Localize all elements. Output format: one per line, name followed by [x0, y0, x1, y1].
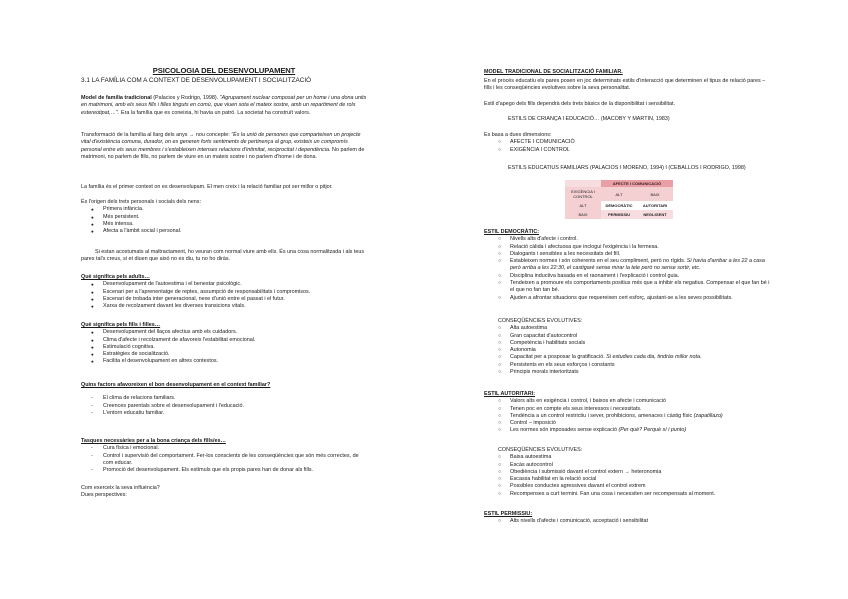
consequences-heading: CONSEQÜÈNCIES EVOLUTIVES:	[498, 318, 583, 324]
list-item: ● Estimulació cognitiva.	[81, 344, 367, 351]
list-item: ○ Tendència a un control restrictiu i sever, prohibicions, amenaces i càstig físic (zapatillazo)	[484, 413, 774, 420]
list-item: ○ Capacitat per a posposar la gratificació. Si estudies cada dia, tindràs millor nota.	[484, 354, 774, 361]
list-item: ○ Escàs autocontrol	[484, 462, 774, 469]
democratic-list	[484, 236, 774, 302]
list-item: ○ Disciplina inductiva basada en el raonament i l'explicació i control guia.	[484, 273, 774, 280]
model-quote: "Agrupament nuclear composat per un home i una dona units en matrimoni, amb els seus fills i filles tinguts en comú, que viuen sota el mateix sostre, amb un repartiment de rols estereotipat,…".	[81, 95, 367, 116]
model-heading: MODEL TRADICIONAL DE SOCIALITZACIÓ FAMILIAR.	[484, 69, 623, 75]
list-item: ● Afecta a l'àmbit social i personal.	[81, 228, 367, 235]
table-row-high: ALT	[565, 201, 601, 210]
children-list	[81, 329, 367, 365]
factors-heading: Quins factors afavoreixen el bon desenvolupament en el context familiar?	[81, 382, 271, 388]
tasks-heading: Tasques necessàries per a la bona criança dels fills/es…	[81, 438, 226, 444]
list-item: ○ Valors alts en exigència i control, i baixos en afecte i comunicació	[484, 398, 774, 405]
list-item: ○ Recompenses a curt termini. Fan una cosa i necessiten ser recompensats al moment.	[484, 491, 774, 498]
list-item: ○ Gran capacitat d'autocontrol	[484, 333, 774, 340]
list-item: ○ Obediència i submissió davant el control extern → heteronomia	[484, 469, 774, 476]
adults-list	[81, 281, 367, 310]
children-heading: Què significa pels fills i filles…	[81, 322, 161, 328]
list-item: ○ Possibles conductes agressives davant el control extrem	[484, 483, 774, 490]
list-item: ○ Baixa autoestima	[484, 454, 774, 461]
authoritarian-list	[484, 398, 774, 434]
transform-quote: "És la unió de persones que comparteixen un projecte vital d'existència comuna, durador, on es generen forts sentiments de pertinença al grup, existeix un compromís personal entre els seus membres i s'estableixen intenses relacions d'intimitat, reciprocitat i dependència.	[81, 132, 361, 153]
perspectives-line: Dues perspectives:	[81, 492, 127, 499]
parenting-styles-table	[565, 180, 673, 219]
list-item: ○ Principis morals interioritzats	[484, 369, 774, 376]
adults-heading: Què significa pels adults…	[81, 274, 150, 280]
table-row-label: EXIGÈNCIA I CONTROL	[565, 187, 601, 201]
transform-paragraph	[81, 132, 367, 161]
style-line: Estil d'apego dels fills dependrà dels trets bàsics de la disponibilitat i sensibilitat.	[484, 101, 676, 107]
list-item: ○ Nivells alts d'afecte i control.	[484, 236, 774, 243]
table-cell-permissive: PERMISSIU	[601, 210, 637, 219]
list-item: ○ Les normes són imposades sense explicació (Per què? Perquè sí i punto)	[484, 427, 774, 434]
list-item: - Control i supervisió del comportament. Fer-los conscients de les conseqüències que són més correctes, de com educar.	[81, 453, 367, 468]
table-row-low: BAIX	[565, 210, 601, 219]
list-item: - Cura física i emocional.	[81, 445, 367, 452]
context-line: La família és el primer context on es desenvolupam. El men creix i la relació familiar pot ser millor o pitjor.	[81, 184, 333, 190]
table-col-low: BAIX	[637, 187, 673, 201]
children-block	[81, 322, 367, 366]
authoritarian-block	[484, 391, 774, 435]
list-item: ○ Autonomia	[484, 347, 774, 354]
section-subtitle: 3.1 LA FAMÍLIA COM A CONTEXT DE DESENVOLUPAMENT I SOCIALITZACIÓ	[81, 77, 312, 84]
list-item: - El clima de relacions familiars.	[81, 395, 367, 402]
influence-block	[81, 485, 367, 500]
list-item: ● Desenvolupament de l'autoestima i el benestar psicològic.	[81, 281, 367, 288]
model-ref: (Palacios y Rodrigo, 1998).	[151, 95, 220, 101]
democratic-heading: ESTIL DEMOCRÀTIC:	[484, 229, 540, 235]
page-title: PSICOLOGIA DEL DESENVOLUPAMENT	[152, 66, 296, 75]
table-header: AFECTE I COMUNICACIÓ	[601, 180, 673, 187]
model-label: Model de família tradicional	[81, 95, 152, 101]
influence-line: Com exerceix la seva influència?	[81, 485, 160, 491]
dimensions-block	[484, 132, 774, 154]
list-item: ● Més intensa.	[81, 221, 367, 228]
origin-block	[81, 199, 367, 235]
styles-ref: ESTILS DE CRIANÇA I EDUCACIÓ… (MACOBY Y MARTIN, 1983)	[508, 116, 670, 122]
table-cell-authoritarian: AUTORITARI	[637, 201, 673, 210]
permissive-list	[484, 518, 774, 525]
transform-intro: Transformació de la família al llarg dels anys → nou concepte:	[81, 132, 232, 138]
list-item: - L'entorn educatiu familiar.	[81, 410, 367, 417]
consequences2-heading: CONSEQÜÈNCIES EVOLUTIVES:	[498, 447, 583, 453]
dimensions-list	[484, 139, 774, 154]
table-col-high: ALT	[601, 187, 637, 201]
consequences-list	[484, 325, 774, 376]
list-item: ○ Dialogants i sensibles a les necessitats del fill.	[484, 251, 774, 258]
tasks-block	[81, 438, 367, 474]
list-item: - Creences parentals sobre el desenvolupament i l'educació.	[81, 403, 367, 410]
list-item: ● Escenari per a l'aprenentatge de reptes, assumpció de responsabilitats i compromisos.	[81, 289, 367, 296]
authoritarian-heading: ESTIL AUTORITARI:	[484, 391, 536, 397]
list-item: ● Escenari de trobada inter generacional, nexe d'unió entre el passat i el futur.	[81, 296, 367, 303]
democratic-block	[484, 229, 774, 302]
list-item: ● Desenvolupament del llaços afectius amb els cuidadors.	[81, 329, 367, 336]
consequences2-block	[484, 447, 774, 498]
list-item: ○ EXIGÈNCIA I CONTROL	[484, 147, 774, 154]
tasks-list	[81, 445, 367, 474]
consequences-block	[484, 318, 774, 376]
list-item: ○ Alts nivells d'afecte i comunicació, acceptació i sensibilitat	[484, 518, 774, 525]
family-styles-ref: ESTILS EDUCATIUS FAMILIARS (PALACIOS I MORENO, 1994) I (CEBALLOS I RODRIGO, 1998)	[508, 165, 746, 171]
adults-block	[81, 274, 367, 310]
list-item: ○ Estableixen normes i són coherents en el seu compliment, però no rígids. Si havia d'arribar a les 22 a casa però arriba a les 22:30, el castigaré sense mirar la tele però no sense sortir, etc.	[484, 258, 774, 273]
factors-block	[81, 382, 367, 417]
table-cell-negligent: NEGLIGENT	[637, 210, 673, 219]
model-text: En el procés educatiu els pares posen en joc determinats estils d'interacció que determinen el tipus de relació pares – fills i les conseqüències evolutives sobre la seva personalitat.	[484, 78, 766, 92]
dimensions-intro: Es basa a dues dimensions:	[484, 132, 552, 138]
list-item: ○ Relació cálida i afectuosa que inclogui l'exigència i la fermesa.	[484, 244, 774, 251]
list-item: ○ Escassa habilitat en la relació social	[484, 476, 774, 483]
list-item: ● Més persistent.	[81, 214, 367, 221]
consequences2-list	[484, 454, 774, 498]
model-paragraph	[81, 95, 367, 117]
list-item: - Promoció del desenvolupament. Els estímuls que els propis pares han de donar als fills.	[81, 467, 367, 474]
model-tail: Era la família que es coneixia, hi havia un patró. La societat ha construït valors.	[119, 109, 311, 116]
list-item: ● Primera infància.	[81, 206, 367, 213]
list-item: ○ Tenen poc en compte els seus interessos i necessitats.	[484, 406, 774, 413]
list-item: ○ Competència i habilitats socials	[484, 340, 774, 347]
list-item: ● Facilita el desenvolupament en altres contextos.	[81, 358, 367, 365]
list-item: ● Estratègies de socialització.	[81, 351, 367, 358]
list-item: ○ Control – imposició	[484, 420, 774, 427]
transform-tail: No parlem de matrimoni, no parlem de fills, no parlem de viure en un mateix sostre i no parlem d'home i de dona.	[81, 146, 365, 160]
permissive-block	[484, 511, 774, 526]
list-item: ● Clima d'afecte i recolzament de afavoreix l'estabilitat emocional.	[81, 337, 367, 344]
origin-intro: És l'origen dels trets personals i socials dels nens:	[81, 199, 201, 205]
origin-list	[81, 206, 367, 235]
abuse-paragraph: Si estan acostumats al maltractament, ho veuran com normal viure amb ells. És una cosa normalitzada i als teus pares tal's creus, si et diuen que aixó no es diu, tu no ho diràs.	[81, 249, 365, 263]
table-cell-democratic: DEMOCRÀTIC	[601, 201, 637, 210]
list-item: ○ Tendeixen a promoure els comportaments positius més que a inhibir els negatius. Compensar el que fan bé i el que no fan tan bé.	[484, 280, 774, 295]
factors-list	[81, 395, 367, 417]
list-item: ○ Ajuden a afrontar situacions que requereixen cert esforç, ajustant-se a les seves possibilitats.	[484, 295, 774, 302]
list-item: ○ Alta autoestima	[484, 325, 774, 332]
list-item: ○ Persistents en els seus esforços i constants	[484, 362, 774, 369]
list-item: ○ AFECTE I COMUNICACIÓ	[484, 139, 774, 146]
permissive-heading: ESTIL PERMISSIU:	[484, 511, 533, 517]
list-item: ● Xarxa de recolzament davant les diverses transicions vitals.	[81, 303, 367, 310]
